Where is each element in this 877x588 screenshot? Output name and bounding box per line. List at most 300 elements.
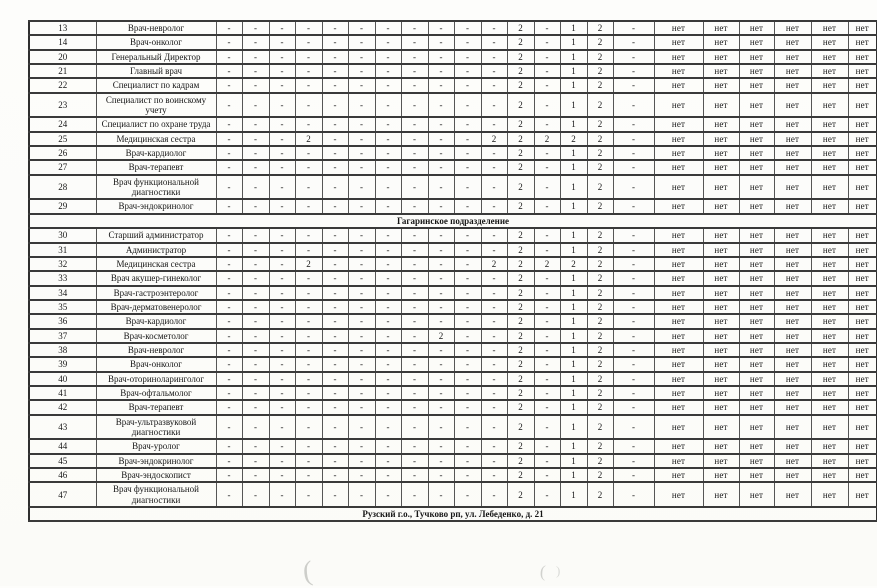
position-title-cell: Врач-эндоскопист <box>96 468 216 482</box>
position-title-cell: Старший администратор <box>96 228 216 242</box>
net-cell: нет <box>654 257 703 271</box>
value-cell: - <box>375 21 401 35</box>
net-cell: нет <box>848 271 877 285</box>
net-cell: нет <box>739 386 774 400</box>
value-cell: 2 <box>507 199 534 213</box>
value-cell: - <box>322 286 348 300</box>
value-cell: - <box>348 50 375 64</box>
value-cell: - <box>428 175 454 200</box>
net-cell: нет <box>848 146 877 160</box>
net-cell: нет <box>739 415 774 440</box>
value-cell: 2 <box>587 117 613 131</box>
net-cell: нет <box>739 146 774 160</box>
table-row <box>29 400 877 414</box>
table-row <box>29 286 877 300</box>
net-cell: нет <box>739 286 774 300</box>
value-cell: - <box>242 93 269 118</box>
value-cell: - <box>481 117 507 131</box>
value-cell: - <box>295 329 322 343</box>
value-cell: - <box>481 160 507 174</box>
net-cell: нет <box>703 300 739 314</box>
value-cell: - <box>269 21 295 35</box>
value-cell: - <box>269 257 295 271</box>
value-cell: 2 <box>587 400 613 414</box>
value-cell: 2 <box>507 357 534 371</box>
net-cell: нет <box>848 357 877 371</box>
value-cell: 2 <box>428 329 454 343</box>
value-cell: - <box>242 468 269 482</box>
position-title-cell: Врач-косметолог <box>96 329 216 343</box>
value-cell: - <box>613 329 654 343</box>
net-cell: нет <box>811 78 848 92</box>
table-row <box>29 343 877 357</box>
value-cell: - <box>295 482 322 507</box>
net-cell: нет <box>703 439 739 453</box>
value-cell: - <box>322 160 348 174</box>
value-cell: - <box>534 400 560 414</box>
value-cell: - <box>269 228 295 242</box>
value-cell: 2 <box>507 439 534 453</box>
value-cell: - <box>242 372 269 386</box>
value-cell: - <box>481 468 507 482</box>
row-number-cell: 37 <box>29 329 96 343</box>
net-cell: нет <box>739 300 774 314</box>
value-cell: - <box>481 454 507 468</box>
value-cell: 2 <box>587 78 613 92</box>
net-cell: нет <box>703 35 739 49</box>
value-cell: - <box>613 357 654 371</box>
value-cell: - <box>348 199 375 213</box>
row-number-cell: 25 <box>29 132 96 146</box>
net-cell: нет <box>739 400 774 414</box>
value-cell: - <box>216 21 242 35</box>
value-cell: - <box>613 243 654 257</box>
table-row <box>29 314 877 328</box>
value-cell: - <box>322 93 348 118</box>
net-cell: нет <box>848 160 877 174</box>
address-footer-cell: Рузский г.о., Тучково рп, ул. Лебеденко, д. 21 <box>29 507 877 521</box>
position-title-cell: Медицинская сестра <box>96 132 216 146</box>
value-cell: - <box>322 228 348 242</box>
value-cell: - <box>454 454 481 468</box>
value-cell: - <box>454 132 481 146</box>
value-cell: - <box>401 132 428 146</box>
value-cell: - <box>534 286 560 300</box>
value-cell: - <box>401 160 428 174</box>
value-cell: - <box>401 300 428 314</box>
net-cell: нет <box>848 468 877 482</box>
value-cell: - <box>295 160 322 174</box>
value-cell: - <box>322 78 348 92</box>
value-cell: - <box>216 329 242 343</box>
value-cell: - <box>534 343 560 357</box>
net-cell: нет <box>811 300 848 314</box>
value-cell: - <box>375 64 401 78</box>
value-cell: - <box>534 357 560 371</box>
value-cell: 2 <box>534 132 560 146</box>
value-cell: - <box>375 300 401 314</box>
net-cell: нет <box>654 64 703 78</box>
net-cell: нет <box>811 117 848 131</box>
row-number-cell: 14 <box>29 35 96 49</box>
row-number-cell: 30 <box>29 228 96 242</box>
net-cell: нет <box>811 468 848 482</box>
row-number-cell: 43 <box>29 415 96 440</box>
value-cell: - <box>534 117 560 131</box>
value-cell: 2 <box>587 468 613 482</box>
net-cell: нет <box>703 329 739 343</box>
value-cell: - <box>375 329 401 343</box>
value-cell: - <box>401 343 428 357</box>
value-cell: - <box>322 468 348 482</box>
value-cell: 1 <box>560 415 587 440</box>
value-cell: - <box>216 314 242 328</box>
value-cell: - <box>375 286 401 300</box>
net-cell: нет <box>739 271 774 285</box>
net-cell: нет <box>811 400 848 414</box>
value-cell: - <box>322 357 348 371</box>
net-cell: нет <box>654 93 703 118</box>
net-cell: нет <box>739 199 774 213</box>
value-cell: - <box>216 93 242 118</box>
value-cell: 2 <box>587 329 613 343</box>
value-cell: - <box>534 415 560 440</box>
value-cell: 1 <box>560 21 587 35</box>
value-cell: - <box>348 300 375 314</box>
position-title-cell: Специалист по охране труда <box>96 117 216 131</box>
net-cell: нет <box>774 386 811 400</box>
value-cell: - <box>454 400 481 414</box>
value-cell: - <box>613 415 654 440</box>
value-cell: - <box>269 415 295 440</box>
value-cell: - <box>454 343 481 357</box>
value-cell: - <box>613 93 654 118</box>
net-cell: нет <box>703 93 739 118</box>
value-cell: 2 <box>587 314 613 328</box>
value-cell: - <box>454 300 481 314</box>
value-cell: - <box>428 454 454 468</box>
value-cell: - <box>216 400 242 414</box>
net-cell: нет <box>703 117 739 131</box>
value-cell: - <box>481 146 507 160</box>
row-number-cell: 34 <box>29 286 96 300</box>
table-row <box>29 468 877 482</box>
value-cell: 1 <box>560 228 587 242</box>
value-cell: - <box>216 468 242 482</box>
table-row <box>29 146 877 160</box>
position-title-cell: Врач-ультразвуковой диагностики <box>96 415 216 440</box>
net-cell: нет <box>739 439 774 453</box>
value-cell: - <box>242 228 269 242</box>
table-body <box>29 21 877 521</box>
value-cell: 2 <box>507 454 534 468</box>
net-cell: нет <box>774 286 811 300</box>
net-cell: нет <box>654 357 703 371</box>
value-cell: - <box>613 468 654 482</box>
value-cell: - <box>428 132 454 146</box>
net-cell: нет <box>739 257 774 271</box>
value-cell: - <box>269 343 295 357</box>
value-cell: - <box>348 400 375 414</box>
value-cell: - <box>216 257 242 271</box>
value-cell: - <box>295 400 322 414</box>
value-cell: - <box>295 314 322 328</box>
table-row <box>29 454 877 468</box>
value-cell: - <box>216 50 242 64</box>
value-cell: - <box>481 243 507 257</box>
value-cell: - <box>322 271 348 285</box>
value-cell: - <box>295 357 322 371</box>
value-cell: 2 <box>587 439 613 453</box>
value-cell: - <box>428 400 454 414</box>
value-cell: - <box>295 343 322 357</box>
value-cell: - <box>613 21 654 35</box>
value-cell: 2 <box>507 64 534 78</box>
value-cell: - <box>454 160 481 174</box>
table-row <box>29 117 877 131</box>
value-cell: 2 <box>507 50 534 64</box>
net-cell: нет <box>703 146 739 160</box>
value-cell: - <box>613 372 654 386</box>
value-cell: - <box>401 329 428 343</box>
value-cell: 2 <box>587 228 613 242</box>
value-cell: - <box>375 343 401 357</box>
value-cell: - <box>481 329 507 343</box>
value-cell: - <box>295 175 322 200</box>
value-cell: - <box>534 329 560 343</box>
net-cell: нет <box>703 175 739 200</box>
value-cell: 2 <box>507 400 534 414</box>
value-cell: - <box>613 132 654 146</box>
value-cell: - <box>613 343 654 357</box>
position-title-cell: Врач функциональной диагностики <box>96 175 216 200</box>
value-cell: - <box>428 286 454 300</box>
value-cell: 2 <box>587 286 613 300</box>
position-title-cell: Специалист по воинскому учету <box>96 93 216 118</box>
value-cell: - <box>216 415 242 440</box>
net-cell: нет <box>774 93 811 118</box>
net-cell: нет <box>739 160 774 174</box>
value-cell: - <box>481 21 507 35</box>
net-cell: нет <box>703 132 739 146</box>
value-cell: - <box>269 93 295 118</box>
net-cell: нет <box>654 314 703 328</box>
value-cell: - <box>269 454 295 468</box>
value-cell: - <box>481 482 507 507</box>
value-cell: - <box>428 300 454 314</box>
value-cell: - <box>428 357 454 371</box>
table-row <box>29 93 877 118</box>
value-cell: - <box>454 175 481 200</box>
value-cell: - <box>216 357 242 371</box>
row-number-cell: 32 <box>29 257 96 271</box>
net-cell: нет <box>654 286 703 300</box>
value-cell: 2 <box>587 386 613 400</box>
value-cell: - <box>242 329 269 343</box>
value-cell: - <box>401 271 428 285</box>
value-cell: - <box>481 415 507 440</box>
net-cell: нет <box>739 357 774 371</box>
value-cell: - <box>295 146 322 160</box>
value-cell: 2 <box>507 482 534 507</box>
value-cell: 2 <box>560 132 587 146</box>
value-cell: - <box>269 175 295 200</box>
value-cell: - <box>481 343 507 357</box>
value-cell: - <box>401 50 428 64</box>
net-cell: нет <box>703 286 739 300</box>
value-cell: - <box>375 117 401 131</box>
value-cell: - <box>348 35 375 49</box>
value-cell: 2 <box>507 257 534 271</box>
value-cell: - <box>454 372 481 386</box>
value-cell: - <box>375 175 401 200</box>
net-cell: нет <box>811 482 848 507</box>
value-cell: - <box>534 93 560 118</box>
table-row <box>29 372 877 386</box>
net-cell: нет <box>654 21 703 35</box>
value-cell: - <box>534 146 560 160</box>
value-cell: - <box>348 78 375 92</box>
net-cell: нет <box>848 454 877 468</box>
row-number-cell: 44 <box>29 439 96 453</box>
value-cell: 2 <box>507 117 534 131</box>
value-cell: - <box>269 35 295 49</box>
value-cell: - <box>295 199 322 213</box>
value-cell: - <box>216 132 242 146</box>
net-cell: нет <box>703 468 739 482</box>
row-number-cell: 13 <box>29 21 96 35</box>
row-number-cell: 38 <box>29 343 96 357</box>
value-cell: - <box>216 160 242 174</box>
value-cell: - <box>534 228 560 242</box>
value-cell: - <box>454 78 481 92</box>
value-cell: - <box>242 146 269 160</box>
net-cell: нет <box>811 175 848 200</box>
row-number-cell: 47 <box>29 482 96 507</box>
value-cell: - <box>322 243 348 257</box>
net-cell: нет <box>703 357 739 371</box>
value-cell: 1 <box>560 160 587 174</box>
value-cell: - <box>348 228 375 242</box>
net-cell: нет <box>703 21 739 35</box>
net-cell: нет <box>774 439 811 453</box>
value-cell: - <box>375 146 401 160</box>
value-cell: - <box>481 314 507 328</box>
value-cell: - <box>428 343 454 357</box>
net-cell: нет <box>654 386 703 400</box>
net-cell: нет <box>703 50 739 64</box>
value-cell: 1 <box>560 329 587 343</box>
value-cell: 2 <box>507 415 534 440</box>
value-cell: 1 <box>560 271 587 285</box>
row-number-cell: 31 <box>29 243 96 257</box>
value-cell: - <box>401 175 428 200</box>
value-cell: - <box>613 271 654 285</box>
net-cell: нет <box>654 300 703 314</box>
value-cell: - <box>481 64 507 78</box>
value-cell: - <box>295 35 322 49</box>
table-row <box>29 415 877 440</box>
value-cell: - <box>454 93 481 118</box>
value-cell: - <box>613 146 654 160</box>
position-title-cell: Генеральный Директор <box>96 50 216 64</box>
value-cell: 1 <box>560 400 587 414</box>
section-header-cell: Гагаринское подразделение <box>29 214 877 228</box>
value-cell: - <box>534 50 560 64</box>
position-title-cell: Врач-невролог <box>96 343 216 357</box>
value-cell: - <box>269 199 295 213</box>
net-cell: нет <box>774 175 811 200</box>
net-cell: нет <box>654 78 703 92</box>
value-cell: - <box>375 314 401 328</box>
value-cell: 2 <box>587 357 613 371</box>
value-cell: - <box>428 482 454 507</box>
value-cell: - <box>322 300 348 314</box>
value-cell: - <box>534 243 560 257</box>
value-cell: 2 <box>295 257 322 271</box>
value-cell: 2 <box>507 35 534 49</box>
value-cell: - <box>401 228 428 242</box>
value-cell: 2 <box>587 482 613 507</box>
value-cell: - <box>295 300 322 314</box>
value-cell: - <box>322 117 348 131</box>
value-cell: 1 <box>560 386 587 400</box>
value-cell: - <box>613 64 654 78</box>
net-cell: нет <box>739 117 774 131</box>
net-cell: нет <box>654 468 703 482</box>
value-cell: - <box>295 468 322 482</box>
value-cell: - <box>322 35 348 49</box>
value-cell: - <box>401 439 428 453</box>
value-cell: 2 <box>507 300 534 314</box>
value-cell: - <box>322 314 348 328</box>
value-cell: - <box>322 415 348 440</box>
table-row <box>29 300 877 314</box>
value-cell: - <box>375 199 401 213</box>
value-cell: - <box>322 257 348 271</box>
value-cell: - <box>348 372 375 386</box>
net-cell: нет <box>739 482 774 507</box>
table-row <box>29 357 877 371</box>
net-cell: нет <box>811 329 848 343</box>
net-cell: нет <box>848 228 877 242</box>
value-cell: - <box>613 228 654 242</box>
value-cell: - <box>216 454 242 468</box>
value-cell: - <box>295 21 322 35</box>
net-cell: нет <box>848 78 877 92</box>
value-cell: - <box>242 175 269 200</box>
value-cell: - <box>269 146 295 160</box>
value-cell: - <box>375 468 401 482</box>
net-cell: нет <box>848 386 877 400</box>
net-cell: нет <box>774 146 811 160</box>
value-cell: - <box>481 300 507 314</box>
net-cell: нет <box>654 175 703 200</box>
value-cell: - <box>348 132 375 146</box>
value-cell: - <box>534 160 560 174</box>
net-cell: нет <box>654 50 703 64</box>
value-cell: - <box>216 243 242 257</box>
net-cell: нет <box>848 286 877 300</box>
value-cell: - <box>481 50 507 64</box>
net-cell: нет <box>811 257 848 271</box>
value-cell: - <box>428 439 454 453</box>
value-cell: - <box>322 439 348 453</box>
net-cell: нет <box>848 21 877 35</box>
net-cell: нет <box>811 132 848 146</box>
value-cell: 1 <box>560 175 587 200</box>
value-cell: - <box>454 243 481 257</box>
